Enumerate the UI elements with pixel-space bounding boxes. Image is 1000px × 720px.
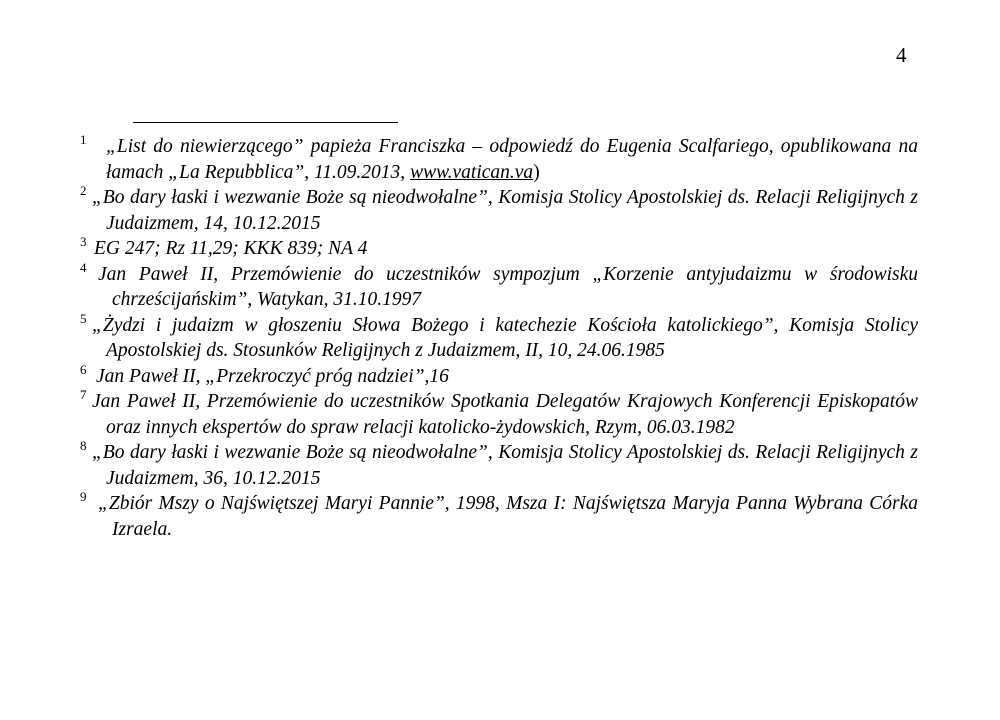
footnote-5 bbox=[80, 310, 918, 364]
vatican-link[interactable]: www.vatican.va bbox=[410, 161, 534, 183]
footnote-number: 2 bbox=[80, 183, 87, 198]
footnote-number: 8 bbox=[80, 438, 87, 453]
footnote-number: 9 bbox=[80, 489, 87, 504]
footnote-2 bbox=[80, 185, 918, 236]
footnote-text: Jan Paweł II, Przemówienie do uczestników Spotkania Delegatów Krajowych Konferencji Episkopatów oraz innych ekspertów do spraw relacji katolicko-żydowskich, Rzym, 06.03.1982 bbox=[92, 391, 918, 438]
footnote-7 bbox=[80, 389, 918, 440]
footnote-body: „List do niewierzącego” papieża Franciszka – odpowiedź do Eugenia Scalfariego, opublikowana na łamach „La Repubblica”, 11.09.2013, bbox=[106, 136, 918, 183]
footnote-6 bbox=[80, 361, 918, 390]
footnote-text bbox=[106, 134, 918, 185]
footnote-number: 7 bbox=[80, 387, 87, 402]
footnote-tail: ) bbox=[533, 161, 540, 183]
footnotes-list bbox=[80, 134, 918, 542]
footnote-number: 5 bbox=[80, 310, 87, 326]
footnote-text: „Zbiór Mszy o Najświętszej Maryi Pannie”, 1998, Msza I: Najświętsza Maryja Panna Wybrana Córka Izraela. bbox=[98, 493, 918, 540]
footnote-text: EG 247; Rz 11,29; KKK 839; NA 4 bbox=[94, 238, 368, 259]
footnote-text: „Bo dary łaski i wezwanie Boże są nieodwołalne”, Komisja Stolicy Apostolskiej ds. Relacji Religijnych z Judaizmem, 36, 10.12.2015 bbox=[92, 442, 918, 489]
footnote-text: „Żydzi i judaizm w głoszeniu Słowa Bożego i katechezie Kościoła katolickiego”, Komisja Stolicy Apostolskiej ds. Stosunków Religijnych z Judaizmem, II, 10, 24.06.1985 bbox=[92, 314, 918, 361]
footnote-number: 4 bbox=[80, 259, 87, 275]
footnote-number: 3 bbox=[80, 234, 87, 249]
page-number: 4 bbox=[896, 43, 907, 67]
footnote-8 bbox=[80, 440, 918, 491]
footnote-separator bbox=[133, 122, 398, 123]
footnote-number: 6 bbox=[80, 361, 87, 377]
footnote-1 bbox=[80, 134, 918, 185]
footnote-text: Jan Paweł II, Przemówienie do uczestników sympozjum „Korzenie antyjudaizmu w środowisku chrześcijańskim”, Watykan, 31.10.1997 bbox=[98, 263, 918, 310]
footnote-text: Jan Paweł II, „Przekroczyć próg nadziei”,16 bbox=[96, 365, 449, 387]
footnote-9 bbox=[80, 491, 918, 542]
footnote-3 bbox=[80, 236, 918, 262]
footnote-text: „Bo dary łaski i wezwanie Boże są nieodwołalne”, Komisja Stolicy Apostolskiej ds. Relacji Religijnych z Judaizmem, 14, 10.12.2015 bbox=[92, 187, 918, 234]
footnote-number: 1 bbox=[80, 132, 87, 147]
footnote-4 bbox=[80, 259, 918, 313]
